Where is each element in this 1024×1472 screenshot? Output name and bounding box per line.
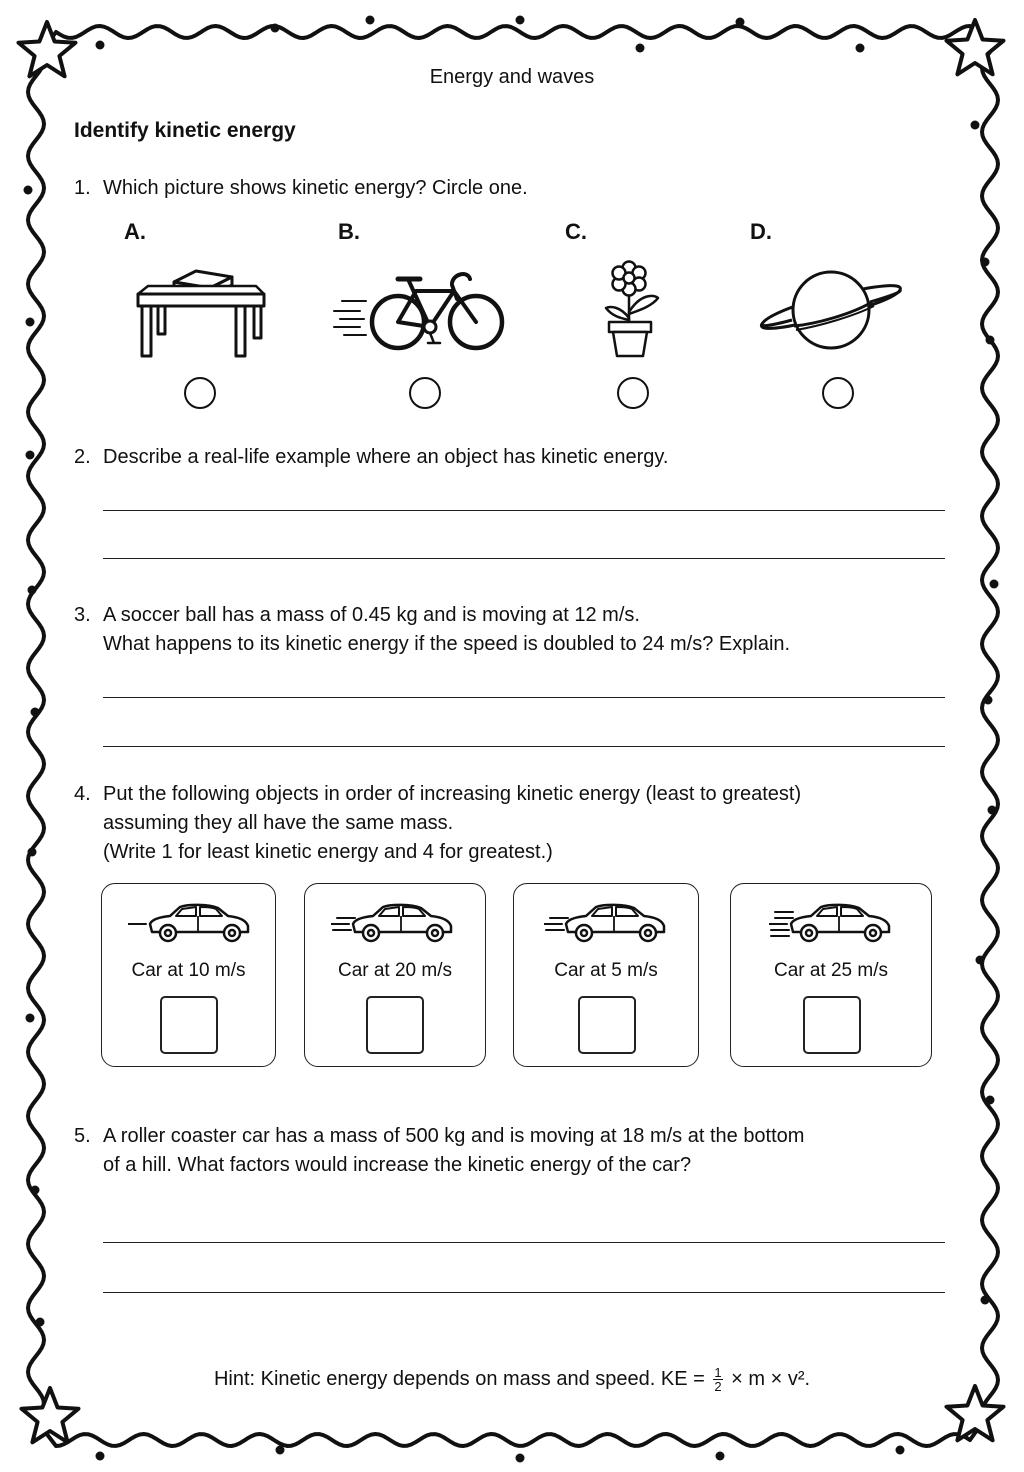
border-dot xyxy=(716,1452,725,1461)
car-card xyxy=(304,883,486,1067)
border-dots xyxy=(24,16,999,1463)
ringed-planet-icon xyxy=(756,268,906,352)
border-dot xyxy=(736,18,745,27)
car-icon xyxy=(331,902,455,946)
hint-prefix: Hint: Kinetic energy depends on mass and speed. KE = xyxy=(213,1367,705,1390)
question-text-line: A soccer ball has a mass of 0.45 kg and is moving at 12 m/s. xyxy=(103,604,640,626)
question-text-line: of a hill. What factors would increase the kinetic energy of the car? xyxy=(103,1154,692,1176)
question-text-line: A roller coaster car has a mass of 500 kg and is moving at 18 m/s at the bottom xyxy=(103,1125,805,1147)
car-card xyxy=(513,883,699,1067)
border-dot xyxy=(984,696,993,705)
star-icon xyxy=(22,1388,79,1442)
page-title: Energy and waves xyxy=(429,66,595,88)
car-card-label: Car at 5 m/s xyxy=(554,960,658,981)
border-dot xyxy=(96,41,105,50)
border-dot xyxy=(24,186,33,195)
question-text-line: Put the following objects in order of increasing kinetic energy (least to greatest) xyxy=(103,783,802,805)
car-card xyxy=(730,883,932,1067)
question-text: Which picture shows kinetic energy? Circle one. xyxy=(103,177,528,199)
choice-b-letter: B. xyxy=(338,219,360,244)
hint-text xyxy=(0,1366,1024,1393)
question-text: Describe a real-life example where an object has kinetic energy. xyxy=(103,446,669,468)
car-card-label: Car at 10 m/s xyxy=(131,960,246,981)
question-2 xyxy=(74,443,954,472)
answer-line[interactable] xyxy=(103,697,945,698)
border-dot xyxy=(28,586,37,595)
border-dot xyxy=(96,1452,105,1461)
choice-a-circle[interactable] xyxy=(184,377,216,409)
rank-input-box[interactable] xyxy=(366,996,424,1054)
question-4 xyxy=(74,780,954,867)
border-dot xyxy=(26,1014,35,1023)
question-number: 2. xyxy=(74,446,91,468)
car-card xyxy=(101,883,276,1067)
border-dot xyxy=(981,258,990,267)
border-dot xyxy=(981,1296,990,1305)
border-dot xyxy=(276,1446,285,1455)
border-dot xyxy=(31,1186,40,1195)
border-dot xyxy=(990,580,999,589)
border-dot xyxy=(636,44,645,53)
border-dot xyxy=(516,16,525,25)
question-number: 1. xyxy=(74,177,91,199)
corner-stars xyxy=(19,20,1004,1442)
answer-line[interactable] xyxy=(103,1292,945,1293)
border-dot xyxy=(856,44,865,53)
choice-d-letter: D. xyxy=(750,219,772,244)
rank-input-box[interactable] xyxy=(803,996,861,1054)
hint-suffix: × m × v². xyxy=(731,1367,811,1390)
car-card-label: Car at 20 m/s xyxy=(337,960,453,981)
border-dot xyxy=(271,24,280,33)
car-icon xyxy=(128,902,252,946)
border-dot xyxy=(986,1096,995,1105)
question-text-line: What happens to its kinetic energy if the speed is doubled to 24 m/s? Explain. xyxy=(103,633,791,655)
rank-input-box[interactable] xyxy=(160,996,218,1054)
question-number: 4. xyxy=(74,783,91,805)
question-number: 5. xyxy=(74,1125,91,1147)
choice-b-circle[interactable] xyxy=(409,377,441,409)
border-dot xyxy=(366,16,375,25)
rank-input-box[interactable] xyxy=(578,996,636,1054)
border-dot xyxy=(26,451,35,460)
border-dot xyxy=(896,1446,905,1455)
border-dot xyxy=(986,336,995,345)
border-dot xyxy=(971,121,980,130)
border-dot xyxy=(31,708,40,717)
choice-d-circle[interactable] xyxy=(822,377,854,409)
question-1 xyxy=(74,174,954,203)
question-3 xyxy=(74,601,954,659)
car-icon xyxy=(544,902,668,946)
wavy-border-line xyxy=(28,26,998,1446)
border-dot xyxy=(516,1454,525,1463)
one-half-fraction: $\frac{1}{2}$ xyxy=(714,1365,722,1394)
answer-line[interactable] xyxy=(103,558,945,559)
table-with-book-icon xyxy=(134,268,268,362)
question-5 xyxy=(74,1122,954,1180)
choice-c-circle[interactable] xyxy=(617,377,649,409)
answer-line[interactable] xyxy=(103,1242,945,1243)
question-text-line: (Write 1 for least kinetic energy and 4 for greatest.) xyxy=(103,841,553,863)
answer-line[interactable] xyxy=(103,510,945,511)
question-number: 3. xyxy=(74,604,91,626)
car-icon xyxy=(769,902,893,946)
section-title: Identify kinetic energy xyxy=(74,119,296,142)
potted-flower-icon xyxy=(604,260,662,360)
border-dot xyxy=(36,1318,45,1327)
choice-c-letter: C. xyxy=(565,219,587,244)
choice-a-letter: A. xyxy=(124,219,146,244)
moving-bicycle-icon xyxy=(330,265,510,355)
answer-line[interactable] xyxy=(103,746,945,747)
border-dot xyxy=(28,848,37,857)
border-dot xyxy=(26,318,35,327)
car-card-label: Car at 25 m/s xyxy=(773,960,889,981)
question-text-line: assuming they all have the same mass. xyxy=(103,812,454,834)
border-dot xyxy=(988,806,997,815)
border-dot xyxy=(976,956,985,965)
